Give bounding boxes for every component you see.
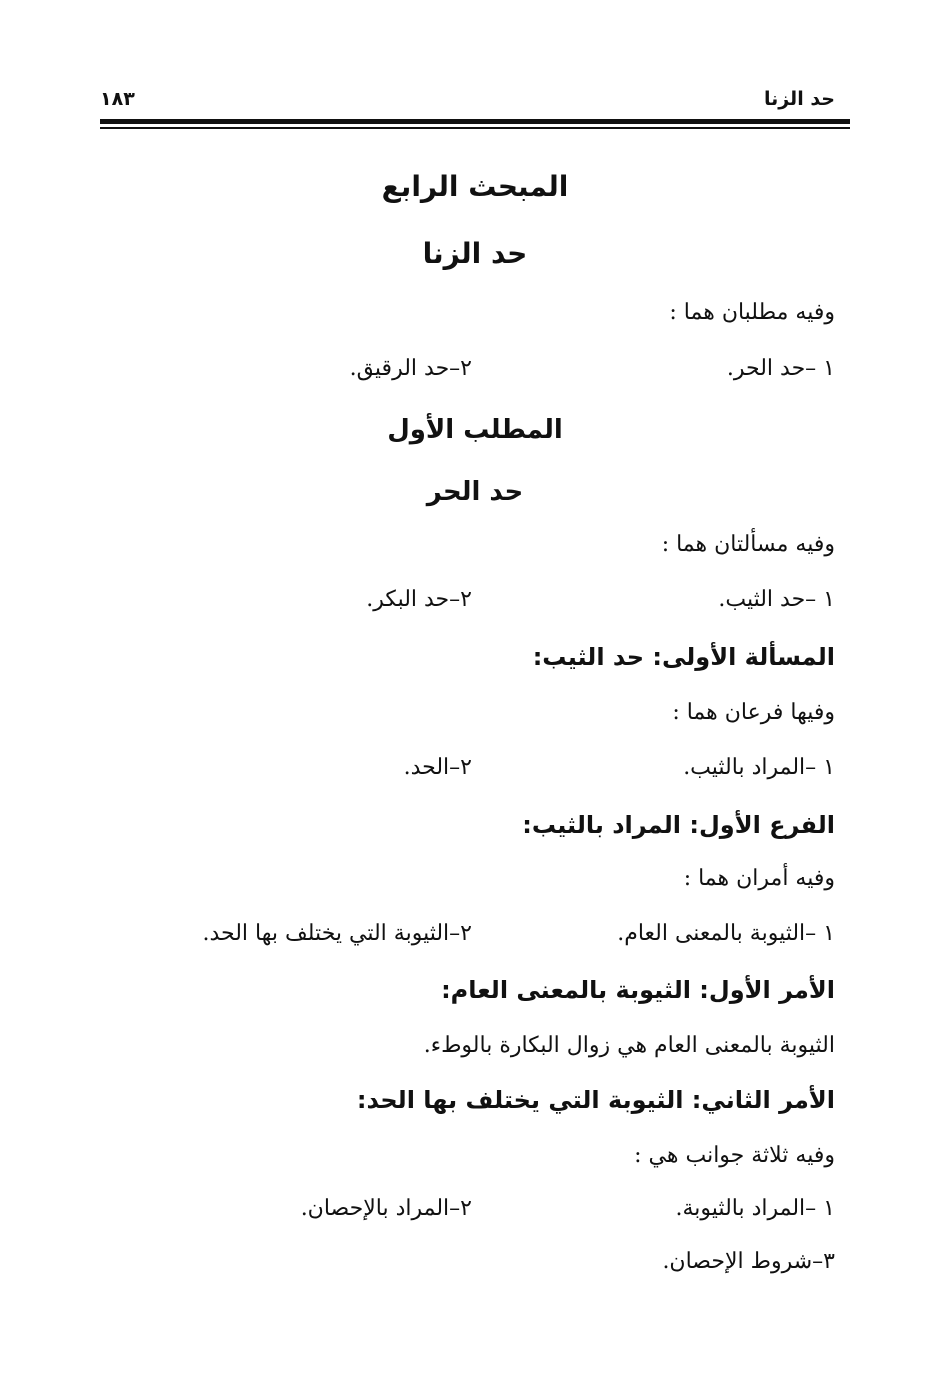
aspect-item-1: ١ –المراد بالثيوبة. — [675, 1196, 835, 1221]
branch-item-1: ١ –المراد بالثيب. — [683, 755, 835, 780]
header-rule-thick — [100, 119, 850, 124]
requirement-item-1: ١ –حد الحر. — [726, 356, 835, 381]
first-requirement-title: المطلب الأول — [387, 415, 563, 445]
issue-item-2: ٢–حد البكر. — [366, 587, 472, 612]
matter-item-1: ١ –الثيوبة بالمعنى العام. — [617, 921, 835, 946]
aspect-item-2: ٢–المراد بالإحصان. — [300, 1196, 472, 1221]
first-requirement-subtitle: حد الحر — [426, 477, 524, 507]
first-matter-heading: الأمر الأول: الثيوبة بالمعنى العام: — [441, 976, 835, 1004]
aspect-item-3: ٣–شروط الإحصان. — [662, 1249, 835, 1274]
branch-item-2: ٢–الحد. — [403, 755, 472, 780]
second-matter-heading: الأمر الثاني: الثيوبة التي يختلف بها الحد: — [356, 1086, 835, 1114]
page-number: ١٨٣ — [100, 88, 135, 110]
intro-branches: وفيها فرعان هما : — [672, 700, 835, 725]
issue-item-1: ١ –حد الثيب. — [718, 587, 835, 612]
intro-aspects: وفيه ثلاثة جوانب هي : — [634, 1143, 835, 1168]
intro-matters: وفيه أمران هما : — [683, 866, 835, 891]
running-header-title: حد الزنا — [763, 88, 835, 110]
first-matter-text: الثيوبة بالمعنى العام هي زوال البكارة بالوطء. — [423, 1033, 835, 1058]
matter-item-2: ٢–الثيوبة التي يختلف بها الحد. — [202, 921, 472, 946]
first-issue-heading: المسألة الأولى: حد الثيب: — [532, 643, 835, 671]
header-rule-thin — [100, 127, 850, 129]
requirement-item-2: ٢–حد الرقيق. — [349, 356, 472, 381]
first-branch-heading: الفرع الأول: المراد بالثيب: — [522, 811, 835, 839]
intro-issues: وفيه مسألتان هما : — [661, 532, 835, 557]
section-subtitle: حد الزنا — [422, 237, 528, 270]
intro-requirements: وفيه مطلبان هما : — [669, 300, 835, 325]
section-title: المبحث الرابع — [381, 170, 569, 203]
